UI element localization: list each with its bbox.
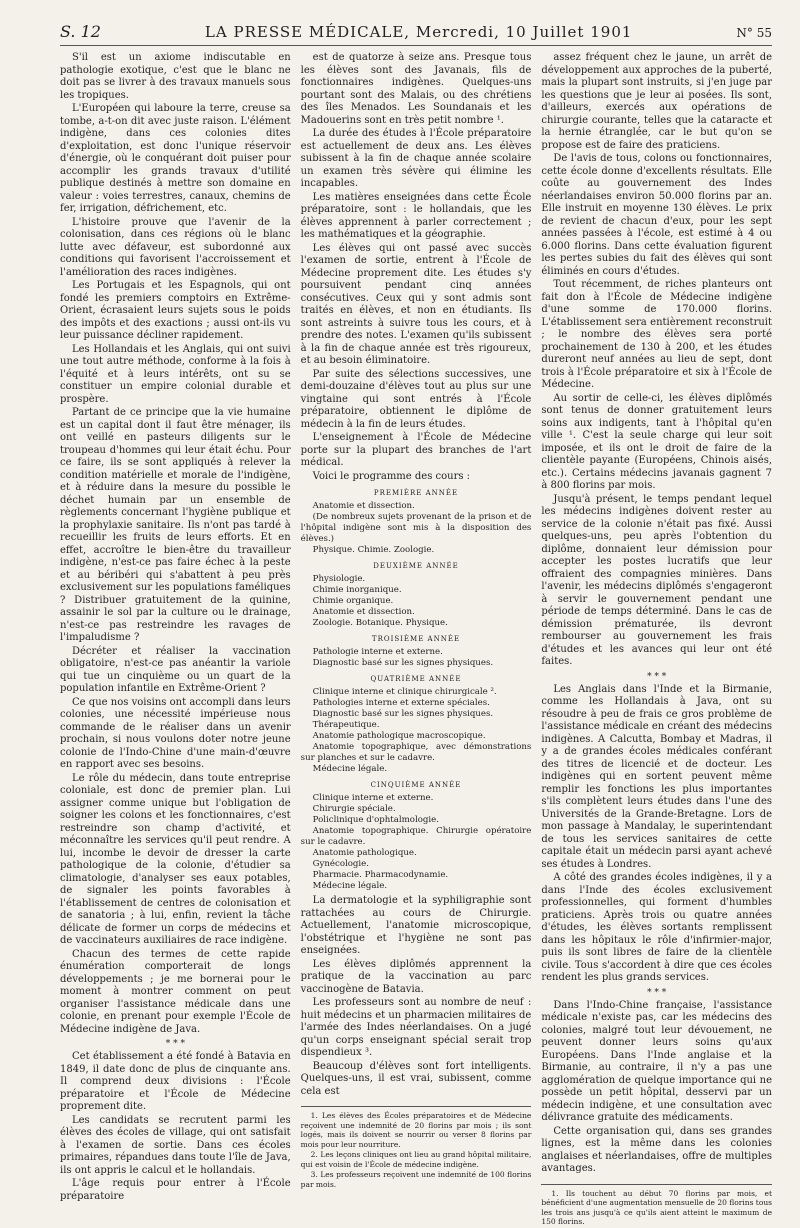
paragraph: Les Hollandais et les Anglais, qui ont suivi une tout autre méthode, conforme à la fois à l'équité et à leurs intérêts, ont su se constituer un empire colonial durable et prospère. (60, 343, 291, 405)
paragraph: Le rôle du médecin, dans toute entreprise coloniale, est donc de premier plan. Lui assigner comme unique but l'obligation de soigner les colons et les fonctionnaires, c'est restreindre son champ d'activité, et méconnaître les services qu'il peut rendre. A lui, incombe le devoir de dresser la carte pathologique de la colonie, d'étudier sa climatologie, d'analyser ses eaux potables, de signaler les points favorables à l'établissement de centres de colonisation et de sanatoria ; à lui, enfin, revient la tâche délicate de former un corps de médecins et de vaccinateurs auxiliaires de race indigène. (60, 772, 291, 946)
course-item: Anatomie pathologique macroscopique. (312, 731, 486, 741)
page-header (60, 22, 772, 46)
paragraph: La durée des études à l'École préparatoire est actuellement de deux ans. Les élèves subissent à la fin de chaque année scolaire un examen très sévère qui élimine les incapables. (300, 128, 532, 189)
paragraph: S'il est un axiome indiscutable en pathologie exotique, c'est que le blanc ne doit pas se livrer à des travaux manuels sous les tropiques. (60, 52, 291, 101)
paragraph: Au sortir de celle-ci, les élèves diplômés sont tenus de donner gratuitement leurs soins aux indigents, tant à l'hôpital qu'en ville ¹. C'est la seule charge qui leur soit imposée, et ils ont le droit de faire de la clientèle payante (Européens, Chinois aisés, etc.). Certains médecins javanais gagnent 7 à 800 florins par mois. (541, 392, 773, 491)
footnotes (541, 1184, 772, 1227)
column-3 (541, 52, 772, 1228)
paragraph: Les élèves qui ont passé avec succès l'examen de sortie, entrent à l'École de Médecine proprement dite. Les études s'y poursuivent pendant cinq années consécutives. Ceux qui y sont admis sont traités en élèves, et non en étudiants. Ils sont astreints à suivre tous les cours, et à prendre des notes. L'examen qu'ils subissent à la fin de chaque année est très rigoureux, et au besoin éliminatoire. (300, 242, 532, 366)
paragraph: Les Anglais dans l'Inde et la Birmanie, comme les Hollandais à Java, ont su résoudre à peu de frais ce gros problème de l'assistance médicale en créant des médecins indigènes. A Calcutta, Bombay et Madras, il y a de grandes écoles médicales conférant des titres de licencié et de docteur. Les indigènes qui en sortent peuvent même remplir les fonctions les plus importantes s'ils complètent leurs études dans l'une des Universités de la Grande-Bretagne. Lors de mon passage à Mandalay, le superintendant de tous les services sanitaires de cette capitale était un médecin parsi ayant achevé ses études à Londres. (541, 683, 773, 870)
course-item: Physiologie. (312, 574, 366, 584)
course-item: Clinique interne et externe. (312, 793, 434, 803)
course-item: Médecine légale. (312, 881, 388, 891)
year-heading: TROISIÈME ANNÉE (371, 635, 461, 643)
course-item: Chirurgie spéciale. (312, 804, 396, 814)
paragraph: Chacun des termes de cette rapide énumération comporterait de longs développements ; je me bornerai pour le moment à montrer comment on peut organiser l'assistance médicale dans une colonie, en prenant pour exemple l'École de Médecine indigène de Java. (60, 948, 291, 1035)
footnote: 2. Les leçons cliniques ont lieu au grand hôpital militaire, qui est voisin de l'École de médecine indigène. (300, 1150, 532, 1169)
paragraph: L'histoire prouve que l'avenir de la colonisation, dans ces régions où le blanc lutte avec défaveur, est subordonné aux conditions qui favorisent l'accroissement et l'amélioration des races indigènes. (60, 216, 291, 278)
year-heading: DEUXIÈME ANNÉE (373, 562, 459, 570)
course-item: Thérapeutique. (312, 720, 380, 730)
course-item: Anatomie pathologique. (312, 848, 417, 858)
paragraph: Tout récemment, de riches planteurs ont fait don à l'École de Médecine indigène d'une somme de 170.000 florins. L'établissement sera entièrement reconstruit ; le nombre des élèves sera porté prochainement de 130 à 200, et les études dureront neuf années au lieu de sept, dont trois à l'École préparatoire et six à l'École de Médecine. (541, 279, 773, 390)
paragraph: Les Portugais et les Espagnols, qui ont fondé les premiers comptoirs en Extrême-Orient, écrasaient leurs sujets sous le poids des impôts et des exactions ; aussi ont-ils vu leur puissance décliner rapidement. (60, 280, 291, 341)
section-separator: * * * (165, 1039, 185, 1049)
paragraph: Partant de ce principe que la vie humaine est un capital dont il faut être ménager, ils ont veillé en pasteurs diligents sur le troupeau d'hommes qui leur était échu. Pour ce faire, ils se sont appliqués à relever la condition matérielle et morale de l'indigène, et à réduire dans la mesure du possible le déchet humain par un ensemble de règlements concernant l'hygiène publique et la prophylaxie sanitaire. Ils n'ont pas tardé à recueillir les fruits de leurs efforts. Et en effet, accroître le bien-être du travailleur indigène, n'est-ce pas faire échec à la peste et au béribéri qui s'abattent à peu près exclusivement sur les populations faméliques ? Distribuer gratuitement de la quinine, assainir le sol par la culture ou le drainage, n'est-ce pas restreindre les ravages de l'impaludisme ? (60, 407, 291, 643)
course-item: Anatomie topographique. Chirurgie opératoire sur le cadavre. (300, 826, 532, 847)
column-2 (301, 52, 532, 1228)
paragraph: Ce que nos voisins ont accompli dans leurs colonies, une nécessité impérieuse nous commande de le réaliser dans un avenir prochain, si nous voulons doter notre jeune colonie de l'Indo-Chine d'une main-d'œuvre en rapport avec ses besoins. (60, 696, 291, 770)
course-program (301, 488, 532, 892)
year-heading: PREMIÈRE ANNÉE (373, 489, 459, 497)
course-item: (De nombreux sujets provenant de la prison et de l'hôpital indigène sont mis à la disposition des élèves.) (300, 512, 532, 544)
paragraph: est de quatorze à seize ans. Presque tous les élèves sont des Javanais, fils de fonctionnaires indigènes. Quelques-uns pourtant sont des Malais, ou des chrétiens des îles Menados. Les Soundanais et les Madouerins sont en très petit nombre ¹. (300, 52, 532, 126)
course-item: Pathologie interne et externe. (312, 647, 443, 657)
paragraph: Dans l'Indo-Chine française, l'assistance médicale n'existe pas, car les médecins des colonies, malgré tout leur dévouement, ne peuvent donner leurs soins qu'aux Européens. Dans l'Inde anglaise et la Birmanie, au contraire, il n'y a pas une agglomération de quelque importance qui ne possède un petit hôpital, desservi par un médecin indigène, et une consultation avec délivrance gratuite des médicaments. (541, 999, 773, 1123)
section-separator: * * * (647, 987, 667, 998)
paragraph: A côté des grandes écoles indigènes, il y a dans l'Inde des écoles exclusivement professionnelles, qui forment d'humbles praticiens. Après trois ou quatre années d'études, les élèves sortants remplissent dans les hôpitaux le rôle d'infirmier-major, puis ils sont libres de faire de la clientèle civile. Tous s'accordent à dire que ces écoles rendent les plus grands services. (541, 872, 773, 983)
masthead-title: LA PRESSE MÉDICALE, Mercredi, 10 Juillet 1901 (204, 23, 633, 41)
course-item: Chimie organique. (312, 596, 394, 606)
course-item: Zoologie. Botanique. Physique. (312, 618, 448, 628)
course-item: Pathologies interne et externe spéciales. (312, 698, 490, 708)
paragraph: Les candidats se recrutent parmi les élèves des écoles de village, qui ont satisfait à l'examen de sortie. Dans ces écoles primaires, répandues dans toute l'île de Java, ils ont appris le calcul et le hollandais. (60, 1114, 291, 1176)
year-heading: CINQUIÈME ANNÉE (370, 781, 462, 789)
paragraph: Jusqu'à présent, le temps pendant lequel les médecins indigènes doivent rester au service de la colonie n'était pas fixé. Aussi quelques-uns, peu après l'obtention du diplôme, donnaient leur démission pour accepter les postes lucratifs que leur offraient des compagnies minières. Dans l'avenir, les médecins diplômés s'engageront à servir le gouvernement pendant une période de temps déterminé. Dans le cas de démission prématurée, ils devront rembourser au gouvernement les frais d'études et les avances qui leur ont été faites. (541, 493, 773, 667)
paragraph: L'Européen qui laboure la terre, creuse sa tombe, a-t-on dit avec juste raison. L'élément indigène, dans ces colonies dites d'exploitation, est donc l'unique réservoir d'énergie, où le conquérant doit puiser pour accomplir les grands travaux d'utilité publique destinés à mettre son domaine en valeur : voies terrestres, canaux, chemins de fer, irrigation, défrichement, etc. (60, 103, 291, 214)
paragraph: L'âge requis pour entrer à l'École préparatoire (60, 1178, 291, 1202)
course-item: Chimie inorganique. (312, 585, 402, 595)
paragraph: Les professeurs sont au nombre de neuf : huit médecins et un pharmacien militaires de l'armée des Indes néerlandaises. On a jugé qu'un corps enseignant spécial serait trop dispendieux ³. (300, 997, 532, 1058)
course-item: Médecine légale. (312, 764, 388, 774)
column-1 (60, 52, 291, 1228)
course-item: Pharmacie. Pharmacodynamie. (312, 870, 449, 880)
paragraph: Voici le programme des cours : (312, 470, 471, 482)
course-item: Anatomie topographique, avec démonstrations sur planches et sur le cadavre. (300, 742, 532, 763)
course-item: Anatomie et dissection. (312, 501, 415, 511)
course-item: Clinique interne et clinique chirurgicale ². (312, 687, 497, 697)
year-heading: QUATRIÈME ANNÉE (370, 675, 462, 683)
paragraph: De l'avis de tous, colons ou fonctionnaires, cette école donne d'excellents résultats. Elle coûte au gouvernement des Indes néerlandaises environ 50.000 florins par an. Elle instruit en moyenne 130 élèves. Le prix de revient de chacun d'eux, pour les sept années passées à l'école, est estimé à 4 ou 6.000 florins. Dans cette évaluation figurent les pertes subies du fait des élèves qui sont éliminés en cours d'études. (541, 153, 773, 277)
paragraph: Les élèves diplômés apprennent la pratique de la vaccination au parc vaccinogène de Batavia. (300, 958, 532, 995)
paragraph: Cette organisation qui, dans ses grandes lignes, est la même dans les colonies anglaises et néerlandaises, offre de multiples avantages. (541, 1125, 773, 1174)
footnote: 1. Les élèves des Écoles préparatoires et de Médecine reçoivent une indemnité de 20 florins par mois ; ils sont logés, mais ils doivent se nourrir ou verser 8 florins par mois pour leur nourriture. (300, 1111, 532, 1149)
issue-number: N° 55 (736, 26, 772, 40)
paragraph: Beaucoup d'élèves sont fort intelligents. Quelques-uns, il est vrai, subissent, comme cela est (300, 1060, 532, 1097)
article-columns (60, 52, 772, 1228)
course-item: Anatomie et dissection. (312, 607, 415, 617)
course-item: Diagnostic basé sur les signes physiques. (312, 709, 494, 719)
paragraph: Cet établissement a été fondé à Batavia en 1849, il date donc de plus de cinquante ans. Il comprend deux divisions : l'École préparatoire et l'École de Médecine proprement dite. (60, 1051, 291, 1112)
footnotes (301, 1106, 532, 1189)
paragraph: assez fréquent chez le jaune, un arrêt de développement aux approches de la puberté, mais la plupart sont instruits, si j'en juge par les questions que je leur ai posées. Ils sont, d'ailleurs, exercés aux opérations de chirurgie courante, telles que la cataracte et la hernie étranglée, car le but qu'on se propose est de faire des praticiens. (541, 52, 773, 151)
section-separator: * * * (647, 671, 667, 682)
course-item: Diagnostic basé sur les signes physiques. (312, 658, 494, 668)
course-item: Gynécologie. (312, 859, 369, 869)
course-item: Policlinique d'ophtalmologie. (312, 815, 439, 825)
paragraph: La dermatologie et la syphiligraphie sont rattachées au cours de Chirurgie. Actuellement, l'anatomie microscopique, l'obstétrique et l'hygiène ne sont pas enseignées. (300, 895, 532, 956)
footnote: 1. Ils touchent au début 70 florins par mois, et bénéficient d'une augmentation mensuelle de 20 florins tous les trois ans jusqu'à ce qu'ils aient atteint le maximum de 150 florins. (541, 1188, 773, 1226)
paragraph: L'enseignement à l'École de Médecine porte sur la plupart des branches de l'art médical. (300, 432, 532, 468)
course-item: Physique. Chimie. Zoologie. (312, 545, 435, 555)
footnote: 3. Les professeurs reçoivent une indemnité de 100 florins par mois. (300, 1170, 532, 1189)
page-folio: S. 12 (60, 22, 101, 41)
paragraph: Décréter et réaliser la vaccination obligatoire, n'est-ce pas anéantir la variole qui tue un cinquième ou un quart de la population infantile en Extrême-Orient ? (60, 645, 291, 694)
paragraph: Par suite des sélections successives, une demi-douzaine d'élèves tout au plus sur une vingtaine qui sont entrés à l'École préparatoire, obtiennent le diplôme de médecin à la fin de leurs études. (300, 368, 532, 430)
paragraph: Les matières enseignées dans cette École préparatoire, sont : le hollandais, que les élèves apprennent à parler correctement ; les mathématiques et la géographie. (300, 191, 532, 240)
